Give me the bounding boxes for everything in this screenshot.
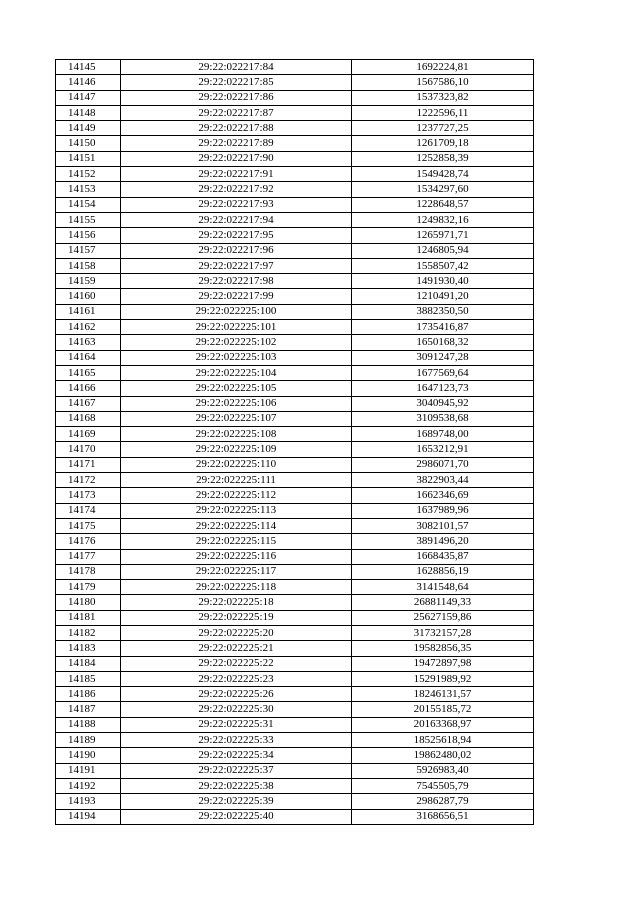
table-row <box>56 595 534 610</box>
table-row <box>56 625 534 640</box>
table-row <box>56 763 534 778</box>
value-cell: 3082101,57 <box>352 518 534 533</box>
value-cell: 3040945,92 <box>352 396 534 411</box>
cadastral-number-cell: 29:22:022225:108 <box>121 427 352 442</box>
table-row <box>56 809 534 824</box>
table-row <box>56 411 534 426</box>
row-number-cell: 14177 <box>56 549 121 564</box>
cadastral-number-cell: 29:22:022225:115 <box>121 534 352 549</box>
cadastral-number-cell: 29:22:022225:109 <box>121 442 352 457</box>
value-cell: 1252858,39 <box>352 151 534 166</box>
row-number-cell: 14155 <box>56 212 121 227</box>
data-table <box>55 59 534 825</box>
table-row <box>56 136 534 151</box>
value-cell: 1628856,19 <box>352 564 534 579</box>
table-row <box>56 90 534 105</box>
row-number-cell: 14162 <box>56 320 121 335</box>
value-cell: 18525618,94 <box>352 733 534 748</box>
value-cell: 1534297,60 <box>352 182 534 197</box>
table-row <box>56 320 534 335</box>
row-number-cell: 14179 <box>56 580 121 595</box>
value-cell: 3109538,68 <box>352 411 534 426</box>
row-number-cell: 14145 <box>56 60 121 75</box>
cadastral-number-cell: 29:22:022225:26 <box>121 687 352 702</box>
row-number-cell: 14168 <box>56 411 121 426</box>
table-row <box>56 457 534 472</box>
value-cell: 20163368,97 <box>352 717 534 732</box>
row-number-cell: 14173 <box>56 488 121 503</box>
table-row <box>56 794 534 809</box>
cadastral-number-cell: 29:22:022225:18 <box>121 595 352 610</box>
row-number-cell: 14164 <box>56 350 121 365</box>
cadastral-number-cell: 29:22:022225:20 <box>121 625 352 640</box>
table-row <box>56 243 534 258</box>
row-number-cell: 14186 <box>56 687 121 702</box>
cadastral-number-cell: 29:22:022225:37 <box>121 763 352 778</box>
table-row <box>56 748 534 763</box>
row-number-cell: 14147 <box>56 90 121 105</box>
row-number-cell: 14169 <box>56 427 121 442</box>
value-cell: 1549428,74 <box>352 167 534 182</box>
cadastral-number-cell: 29:22:022225:39 <box>121 794 352 809</box>
table-row <box>56 212 534 227</box>
value-cell: 1246805,94 <box>352 243 534 258</box>
row-number-cell: 14182 <box>56 625 121 640</box>
cadastral-number-cell: 29:22:022225:112 <box>121 488 352 503</box>
row-number-cell: 14151 <box>56 151 121 166</box>
row-number-cell: 14154 <box>56 197 121 212</box>
table-row <box>56 381 534 396</box>
table-row <box>56 60 534 75</box>
value-cell: 1558507,42 <box>352 258 534 273</box>
cadastral-number-cell: 29:22:022217:96 <box>121 243 352 258</box>
value-cell: 2986287,79 <box>352 794 534 809</box>
value-cell: 18246131,57 <box>352 687 534 702</box>
table-row <box>56 564 534 579</box>
row-number-cell: 14148 <box>56 105 121 120</box>
value-cell: 5926983,40 <box>352 763 534 778</box>
value-cell: 1537323,82 <box>352 90 534 105</box>
value-cell: 20155185,72 <box>352 702 534 717</box>
table-row <box>56 304 534 319</box>
cadastral-number-cell: 29:22:022217:92 <box>121 182 352 197</box>
table-row <box>56 151 534 166</box>
cadastral-number-cell: 29:22:022225:101 <box>121 320 352 335</box>
row-number-cell: 14178 <box>56 564 121 579</box>
table-row <box>56 488 534 503</box>
cadastral-number-cell: 29:22:022225:100 <box>121 304 352 319</box>
table-row <box>56 427 534 442</box>
row-number-cell: 14183 <box>56 641 121 656</box>
cadastral-number-cell: 29:22:022225:107 <box>121 411 352 426</box>
table-row <box>56 258 534 273</box>
value-cell: 1249832,16 <box>352 212 534 227</box>
table-row <box>56 167 534 182</box>
table-row <box>56 534 534 549</box>
cadastral-number-cell: 29:22:022225:118 <box>121 580 352 595</box>
row-number-cell: 14174 <box>56 503 121 518</box>
row-number-cell: 14184 <box>56 656 121 671</box>
table-row <box>56 396 534 411</box>
table-row <box>56 365 534 380</box>
row-number-cell: 14153 <box>56 182 121 197</box>
table-row <box>56 473 534 488</box>
table-row <box>56 687 534 702</box>
value-cell: 1735416,87 <box>352 320 534 335</box>
value-cell: 1692224,81 <box>352 60 534 75</box>
row-number-cell: 14163 <box>56 335 121 350</box>
row-number-cell: 14185 <box>56 671 121 686</box>
row-number-cell: 14191 <box>56 763 121 778</box>
table-row <box>56 641 534 656</box>
row-number-cell: 14157 <box>56 243 121 258</box>
table-row <box>56 580 534 595</box>
value-cell: 15291989,92 <box>352 671 534 686</box>
row-number-cell: 14150 <box>56 136 121 151</box>
row-number-cell: 14172 <box>56 473 121 488</box>
value-cell: 1653212,91 <box>352 442 534 457</box>
row-number-cell: 14175 <box>56 518 121 533</box>
row-number-cell: 14166 <box>56 381 121 396</box>
value-cell: 19472897,98 <box>352 656 534 671</box>
value-cell: 3168656,51 <box>352 809 534 824</box>
value-cell: 1567586,10 <box>352 75 534 90</box>
value-cell: 1261709,18 <box>352 136 534 151</box>
row-number-cell: 14146 <box>56 75 121 90</box>
table-row <box>56 182 534 197</box>
row-number-cell: 14181 <box>56 610 121 625</box>
table-row <box>56 350 534 365</box>
row-number-cell: 14190 <box>56 748 121 763</box>
cadastral-number-cell: 29:22:022225:23 <box>121 671 352 686</box>
table-row <box>56 442 534 457</box>
table-row <box>56 197 534 212</box>
table-row <box>56 717 534 732</box>
cadastral-number-cell: 29:22:022217:91 <box>121 167 352 182</box>
value-cell: 1491930,40 <box>352 274 534 289</box>
cadastral-number-cell: 29:22:022217:98 <box>121 274 352 289</box>
row-number-cell: 14170 <box>56 442 121 457</box>
cadastral-number-cell: 29:22:022225:102 <box>121 335 352 350</box>
row-number-cell: 14171 <box>56 457 121 472</box>
cadastral-number-cell: 29:22:022217:94 <box>121 212 352 227</box>
cadastral-number-cell: 29:22:022217:87 <box>121 105 352 120</box>
cadastral-number-cell: 29:22:022217:99 <box>121 289 352 304</box>
value-cell: 1668435,87 <box>352 549 534 564</box>
row-number-cell: 14161 <box>56 304 121 319</box>
value-cell: 2986071,70 <box>352 457 534 472</box>
row-number-cell: 14189 <box>56 733 121 748</box>
row-number-cell: 14152 <box>56 167 121 182</box>
cadastral-number-cell: 29:22:022225:40 <box>121 809 352 824</box>
table-row <box>56 335 534 350</box>
table-row <box>56 289 534 304</box>
cadastral-number-cell: 29:22:022225:38 <box>121 778 352 793</box>
value-cell: 1647123,73 <box>352 381 534 396</box>
table-body <box>56 60 534 825</box>
cadastral-number-cell: 29:22:022225:30 <box>121 702 352 717</box>
row-number-cell: 14165 <box>56 365 121 380</box>
cadastral-number-cell: 29:22:022225:31 <box>121 717 352 732</box>
value-cell: 26881149,33 <box>352 595 534 610</box>
value-cell: 19582856,35 <box>352 641 534 656</box>
cadastral-number-cell: 29:22:022225:111 <box>121 473 352 488</box>
cadastral-number-cell: 29:22:022225:103 <box>121 350 352 365</box>
value-cell: 3091247,28 <box>352 350 534 365</box>
value-cell: 1637989,96 <box>352 503 534 518</box>
cadastral-number-cell: 29:22:022225:22 <box>121 656 352 671</box>
table-row <box>56 610 534 625</box>
row-number-cell: 14160 <box>56 289 121 304</box>
row-number-cell: 14180 <box>56 595 121 610</box>
value-cell: 3891496,20 <box>352 534 534 549</box>
cadastral-number-cell: 29:22:022225:117 <box>121 564 352 579</box>
document-page <box>55 59 534 825</box>
table-row <box>56 778 534 793</box>
cadastral-number-cell: 29:22:022225:110 <box>121 457 352 472</box>
table-row <box>56 121 534 136</box>
table-row <box>56 105 534 120</box>
value-cell: 7545505,79 <box>352 778 534 793</box>
value-cell: 1237727,25 <box>352 121 534 136</box>
cadastral-number-cell: 29:22:022225:34 <box>121 748 352 763</box>
table-row <box>56 75 534 90</box>
cadastral-number-cell: 29:22:022225:105 <box>121 381 352 396</box>
row-number-cell: 14149 <box>56 121 121 136</box>
row-number-cell: 14156 <box>56 228 121 243</box>
value-cell: 3822903,44 <box>352 473 534 488</box>
value-cell: 1228648,57 <box>352 197 534 212</box>
cadastral-number-cell: 29:22:022217:86 <box>121 90 352 105</box>
value-cell: 25627159,86 <box>352 610 534 625</box>
table-row <box>56 656 534 671</box>
table-row <box>56 702 534 717</box>
value-cell: 1222596,11 <box>352 105 534 120</box>
cadastral-number-cell: 29:22:022225:19 <box>121 610 352 625</box>
table-row <box>56 733 534 748</box>
cadastral-number-cell: 29:22:022217:93 <box>121 197 352 212</box>
table-row <box>56 503 534 518</box>
cadastral-number-cell: 29:22:022225:21 <box>121 641 352 656</box>
row-number-cell: 14188 <box>56 717 121 732</box>
value-cell: 1265971,71 <box>352 228 534 243</box>
cadastral-number-cell: 29:22:022225:116 <box>121 549 352 564</box>
value-cell: 3141548,64 <box>352 580 534 595</box>
cadastral-number-cell: 29:22:022217:84 <box>121 60 352 75</box>
row-number-cell: 14167 <box>56 396 121 411</box>
cadastral-number-cell: 29:22:022225:104 <box>121 365 352 380</box>
table-row <box>56 549 534 564</box>
cadastral-number-cell: 29:22:022225:113 <box>121 503 352 518</box>
value-cell: 1689748,00 <box>352 427 534 442</box>
cadastral-number-cell: 29:22:022225:33 <box>121 733 352 748</box>
value-cell: 31732157,28 <box>352 625 534 640</box>
row-number-cell: 14158 <box>56 258 121 273</box>
cadastral-number-cell: 29:22:022217:85 <box>121 75 352 90</box>
row-number-cell: 14194 <box>56 809 121 824</box>
table-row <box>56 671 534 686</box>
cadastral-number-cell: 29:22:022217:90 <box>121 151 352 166</box>
row-number-cell: 14176 <box>56 534 121 549</box>
row-number-cell: 14159 <box>56 274 121 289</box>
table-row <box>56 228 534 243</box>
cadastral-number-cell: 29:22:022225:114 <box>121 518 352 533</box>
cadastral-number-cell: 29:22:022217:88 <box>121 121 352 136</box>
row-number-cell: 14192 <box>56 778 121 793</box>
table-row <box>56 274 534 289</box>
cadastral-number-cell: 29:22:022217:89 <box>121 136 352 151</box>
row-number-cell: 14187 <box>56 702 121 717</box>
table-row <box>56 518 534 533</box>
row-number-cell: 14193 <box>56 794 121 809</box>
value-cell: 1650168,32 <box>352 335 534 350</box>
cadastral-number-cell: 29:22:022217:95 <box>121 228 352 243</box>
value-cell: 1210491,20 <box>352 289 534 304</box>
value-cell: 19862480,02 <box>352 748 534 763</box>
value-cell: 1677569,64 <box>352 365 534 380</box>
cadastral-number-cell: 29:22:022225:106 <box>121 396 352 411</box>
cadastral-number-cell: 29:22:022217:97 <box>121 258 352 273</box>
value-cell: 3882350,50 <box>352 304 534 319</box>
value-cell: 1662346,69 <box>352 488 534 503</box>
